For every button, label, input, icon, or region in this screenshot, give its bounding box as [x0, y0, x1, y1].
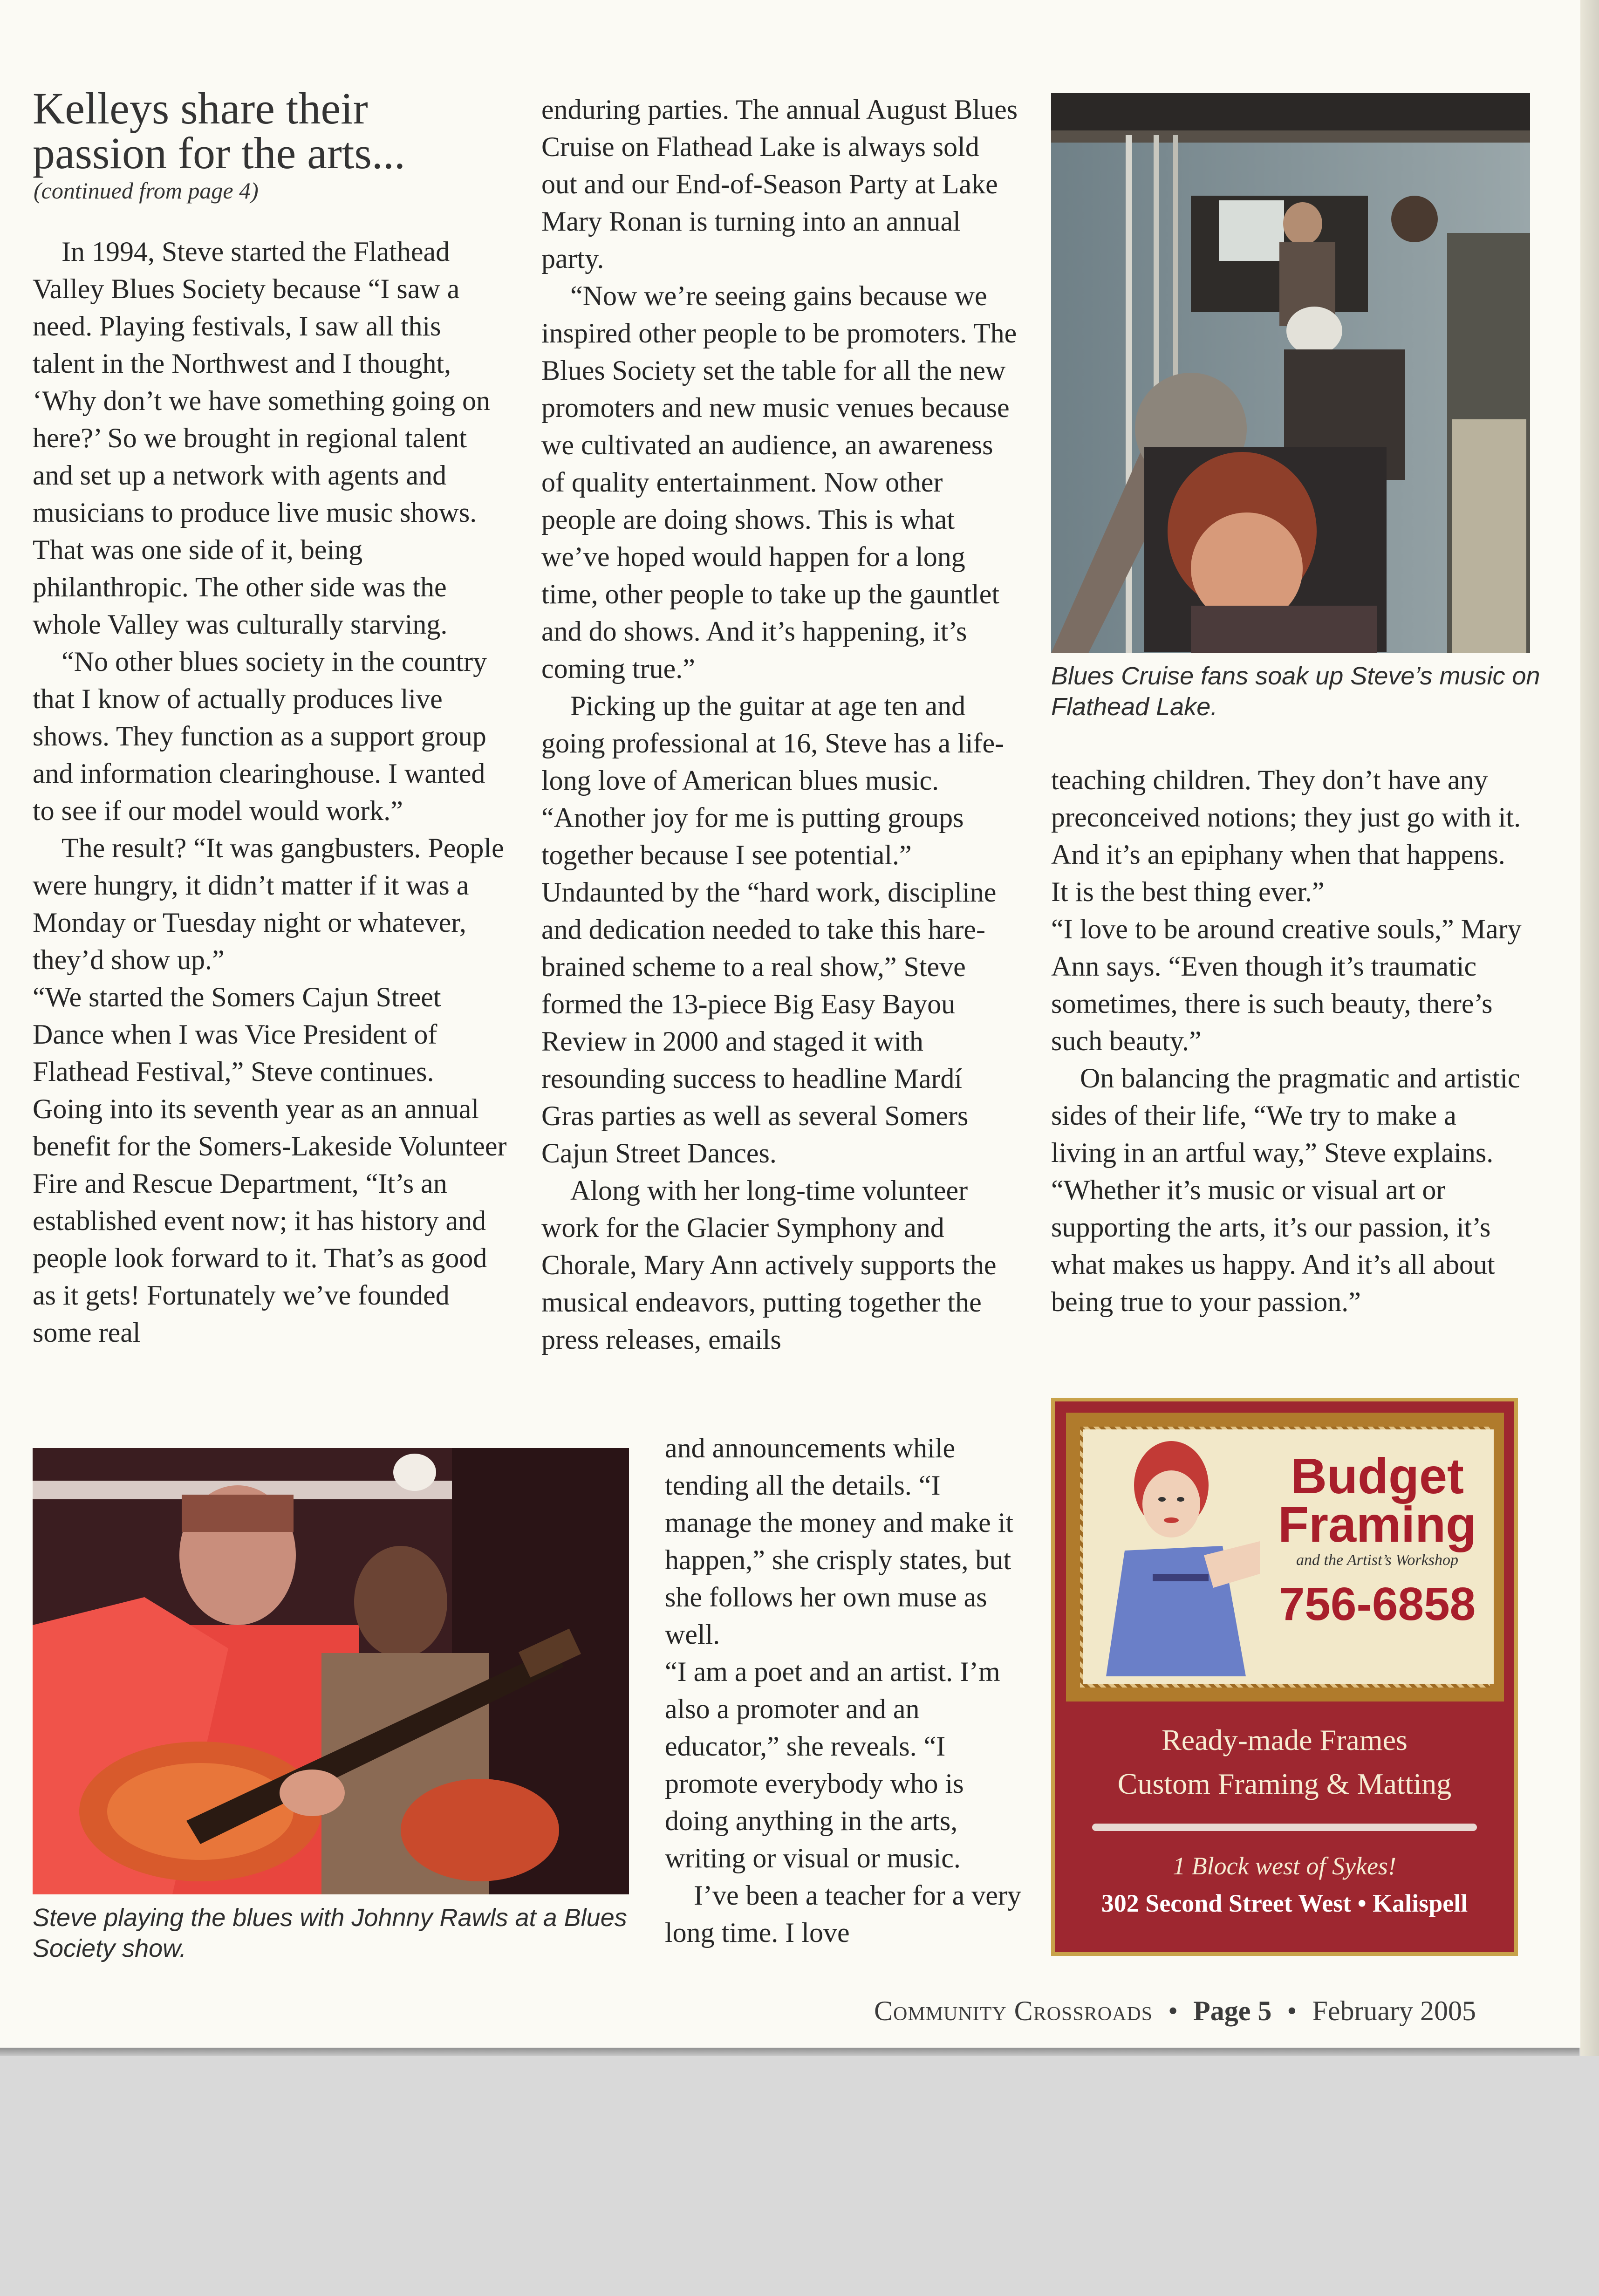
- article-column-2: [541, 91, 1021, 1358]
- ad-tagline: and the Artist’s Workshop: [1296, 1551, 1458, 1569]
- ad-service-line-1: Ready-made Frames: [1162, 1723, 1408, 1756]
- ad-address: 302 Second Street West • Kalispell: [1101, 1889, 1468, 1917]
- page-edge: [0, 2048, 1579, 2056]
- paragraph: Along with her long-time volunteer work for the Glacier Symphony and Chorale, Mary Ann actively supports the musical endeavors, putting together the press releases, emails: [541, 1175, 997, 1355]
- ad-service-line-2: Custom Framing & Matting: [1117, 1767, 1452, 1800]
- paragraph: enduring parties. The annual August Blues Cruise on Flathead Lake is always sold out and our End-of-Season Party at Lake Mary Ronan is turning into an annual party.: [541, 94, 1018, 274]
- footer-date: February 2005: [1312, 1995, 1476, 2026]
- paragraph: “We started the Somers Cajun Street Dance when I was Vice President of Flathead Festival,” Steve continues. Going into its seventh year as an annual benefit for the Somers-Lakeside Volunteer Fire and Rescue Department, “It’s an established event now; it has history and people look forward to it. That’s as good as it gets! Fortunately we’ve founded some real: [33, 982, 507, 1348]
- paragraph: “I am a poet and an artist. I’m also a promoter and an educator,” she reveals. “I promote everybody who is doing anything in the arts, writing or visual or music.: [665, 1656, 1000, 1873]
- steve-playing-photo: [33, 1448, 629, 1894]
- woman-illustration-icon: [1087, 1434, 1260, 1676]
- paragraph: “No other blues society in the country that I know of actually produces live shows. They function as a support group and information clearinghouse. I wanted to see if our model would work.”: [33, 646, 487, 826]
- article-column-1: [33, 233, 508, 1351]
- blues-cruise-caption: Blues Cruise fans soak up Steve’s music on Flathead Lake.: [1051, 662, 1540, 721]
- bullet-separator: •: [1287, 1995, 1297, 2026]
- budget-framing-ad: [1051, 1398, 1518, 1956]
- bullet-separator: •: [1168, 1995, 1178, 2026]
- paragraph: On balancing the pragmatic and artistic sides of their life, “We try to make a living in an artful way,” Steve explains. “Whether it’s music or visual art or supporting the arts, it’s our passion, it’s what makes us happy. And it’s all about being true to your passion.”: [1051, 1063, 1520, 1317]
- ad-divider: [1092, 1824, 1477, 1831]
- footer-publication: Community Crossroads: [874, 1995, 1153, 2026]
- blues-cruise-photo-image: [1051, 93, 1530, 653]
- blues-cruise-photo: [1051, 93, 1530, 653]
- paragraph: In 1994, Steve started the Flathead Valley Blues Society because “I saw a need. Playing festivals, I saw all this talent in the Northwest and I thought, ‘Why don’t we have something going on here?’ So we brought in regional talent and set up a network with agents and musicians to produce live music shows. That was one side of it, being philanthropic. The other side was the whole Valley was culturally starving.: [33, 236, 491, 640]
- paragraph: and announcements while tending all the details. “I manage the money and make it happen,” she crisply states, but she follows her own muse as well.: [665, 1433, 1014, 1650]
- ad-location: 1 Block west of Sykes!: [1173, 1852, 1396, 1880]
- paragraph: I’ve been a teacher for a very long time. I love: [665, 1880, 1021, 1948]
- steve-playing-caption: Steve playing the blues with Johnny Rawls at a Blues Society show.: [33, 1904, 627, 1962]
- steve-playing-photo-image: [33, 1448, 629, 1894]
- page-footer: [874, 1995, 1526, 2027]
- ad-phone: 756-6858: [1278, 1578, 1476, 1630]
- ad-business-name: Budget Framing: [1278, 1448, 1477, 1552]
- continued-note: (continued from page 4): [34, 178, 259, 204]
- page-right-edge: [1580, 0, 1599, 2056]
- article-column-3: [1051, 761, 1526, 1320]
- footer-page-number: Page 5: [1193, 1995, 1272, 2026]
- paragraph: The result? “It was gangbusters. People were hungry, it didn’t matter if it was a Monday or Tuesday night or whatever, they’d show up.”: [33, 833, 504, 975]
- paragraph: “I love to be around creative souls,” Mary Ann says. “Even though it’s traumatic sometimes, there is such beauty, there’s such beauty.”: [1051, 914, 1522, 1056]
- paragraph: Picking up the guitar at age ten and going professional at 16, Steve has a life-long love of American blues music. “Another joy for me is putting groups together because I see potential.” Undaunted by the “hard work, discipline and dedication needed to take this hare-brained scheme to a real show,” Steve formed the 13-piece Big Easy Bayou Review in 2000 and staged it with resounding success to headline Mardí Gras parties as well as several Somers Cajun Street Dances.: [541, 690, 1004, 1168]
- paragraph: teaching children. They don’t have any preconceived notions; they just go with it. And it’s an epiphany when that happens. It is the best thing ever.”: [1051, 765, 1521, 907]
- paragraph: “Now we’re seeing gains because we inspired other people to be promoters. The Blues Society set the table for all the new promoters and new music venues because we cultivated an audience, an awareness of quality entertainment. Now other people are doing shows. This is what we’ve hoped would happen for a long time, other people to take up the gauntlet and do shows. And it’s happening, it’s coming true.”: [541, 280, 1017, 684]
- article-column-2-continued: [665, 1429, 1024, 1951]
- article-headline: Kelleys share their passion for the arts...: [33, 83, 405, 178]
